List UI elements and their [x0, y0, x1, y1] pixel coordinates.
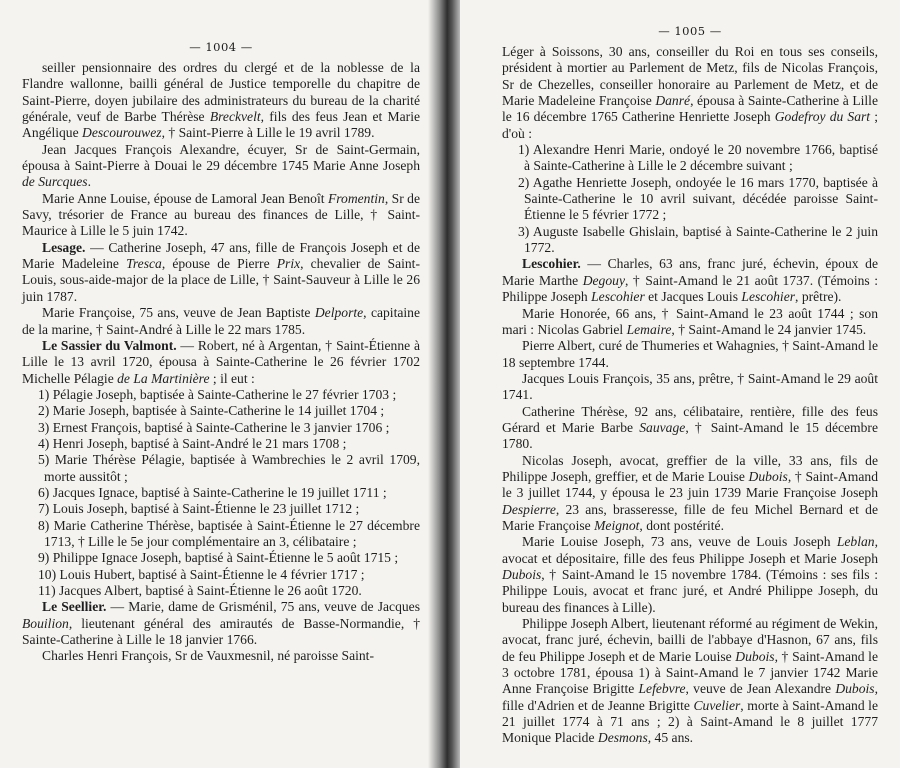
text-run: Marie Anne Louise, épouse de Lamoral Jean Benoît [42, 190, 328, 206]
list-item [502, 224, 878, 257]
italic-name: Dubois [735, 648, 775, 664]
entry-paragraph [502, 44, 878, 142]
text-run: Marie Louise Joseph, 73 ans, veuve de Louis Joseph [522, 534, 837, 550]
family-name: Lescohier. [522, 256, 581, 272]
text-run: Pierre Albert, curé de Thumeries et Wahagnies, † Saint-Amand le 18 septembre 1744. [502, 338, 878, 370]
list-item [22, 420, 420, 436]
text-run: , † Saint-Amand le 3 juillet 1744, y épousa le 23 juin 1739 Marie Françoise Joseph [502, 468, 878, 501]
list-item [22, 518, 420, 551]
text-run: ; il eut : [209, 370, 255, 386]
entry-paragraph [22, 142, 420, 191]
entry-paragraph [502, 534, 878, 616]
text-run: , chevalier de Saint-Louis, sous-aide-major de la place de Lille, † Saint-Sauveur à Lille le 26 juin 1787. [22, 256, 420, 304]
text-run: — Marie, dame de Grisménil, 75 ans, veuve de Jacques [106, 599, 420, 615]
italic-name: Lescohier [591, 289, 645, 305]
family-name: Le Sassier du Valmont. [42, 337, 177, 353]
italic-name: Dubois [835, 681, 875, 697]
italic-name: Dubois [502, 567, 542, 582]
list-item [22, 567, 420, 583]
italic-name: Tresca [126, 256, 162, 272]
text-run: , † Saint-Amand le 21 août 1737. (Témoins : Philippe Joseph [502, 272, 878, 305]
text-run: Catherine Thérèse, 92 ans, célibataire, rentière, fille des feus Gérard et Marie Barbe [502, 403, 878, 435]
list-item [502, 175, 878, 224]
text-run: — Charles, 63 ans, franc juré, échevin, époux de Marie Marthe [502, 256, 878, 288]
text-run: , 45 ans. [647, 730, 694, 746]
text-run: 3) Ernest François, baptisé à Sainte-Catherine le 3 janvier 1706 ; [38, 419, 390, 435]
entry-paragraph [502, 616, 878, 747]
italic-name: Sauvage [639, 419, 686, 435]
text-run: , veuve de Jean Alexandre [685, 681, 836, 697]
italic-name: Leblan [836, 534, 875, 550]
italic-name: Despierre [502, 501, 556, 517]
entry-paragraph [22, 338, 420, 387]
text-run: Jean Jacques François Alexandre, écuyer, Sr de Saint-Germain, épousa à Saint-Pierre à Douai le 29 décembre 1745 Marie Anne Joseph [22, 141, 420, 174]
entry-paragraph [22, 191, 420, 240]
text-run: 5) Marie Thérèse Pélagie, baptisée à Wambrechies le 2 avril 1709, morte aussitôt ; [38, 452, 420, 484]
page-number: — 1004 — [189, 40, 253, 54]
text-run: 1) Alexandre Henri Marie, ondoyé le 20 novembre 1766, baptisé à Sainte-Catherine à Lille le 2 décembre suivant ; [518, 142, 878, 174]
entry-paragraph [22, 305, 420, 338]
text-run: , dont postérité. [639, 517, 724, 533]
list-item [22, 436, 420, 452]
text-run: , prêtre). [795, 289, 842, 305]
entry-paragraph [502, 371, 878, 404]
entry-paragraph [502, 338, 878, 371]
text-run: , épousa à Sainte-Catherine à Lille le 16 décembre 1765 Catherine Henriette Joseph [502, 93, 878, 125]
text-run: , épouse de Pierre [161, 256, 277, 272]
text-run: — Robert, né à Argentan, † Saint-Étienne à Lille le 13 avril 1720, épousa à Sainte-Catherine le 26 février 1702 Michelle Pélagie [22, 337, 420, 386]
text-run: 9) Philippe Ignace Joseph, baptisé à Saint-Étienne le 5 août 1715 ; [38, 550, 399, 566]
text-run: , fils des feus Jean et Marie Angélique [22, 109, 421, 141]
italic-name: Breckvelt [209, 109, 261, 125]
list-item [22, 485, 420, 501]
text-run: 2) Agathe Henriette Joseph, ondoyée le 16 mars 1770, baptisée à Sainte-Catherine le 10 avril suivant, décédée paroisse Saint-Étienne le 5 février 1772 ; [518, 174, 878, 223]
italic-name: Delporte [314, 305, 364, 321]
italic-name: de La Martinière [117, 370, 210, 386]
text-run: , 23 ans, brasseresse, fille de feu Michel Bernard et de Marie Françoise [502, 501, 878, 533]
list-item [22, 452, 420, 485]
italic-name: Lemaire [626, 321, 672, 337]
text-run: , † Saint-Amand le 15 novembre 1784. (Témoins : ses fils : Philippe Louis, avocat et franc juré, et André Philippe Joseph, du bureau des finances à Lille). [502, 567, 878, 615]
text-run: 10) Louis Hubert, baptisé à Saint-Étienne le 4 février 1717 ; [38, 566, 365, 582]
family-name: Lesage. [42, 239, 86, 255]
text-run: , capitaine de la marine, † Saint-André à Lille le 22 mars 1785. [22, 305, 421, 337]
text-run: Marie Françoise, 75 ans, veuve de Jean Baptiste [42, 305, 315, 321]
text-run: seiller pensionnaire des ordres du clergé et de la noblesse de la Flandre wallonne, bailli général de Justice temporelle du chapitre de Saint-Pierre, doyen jubilaire des administrateurs du bureau de la charité générale, veuf de Barbe Thérèse [22, 60, 420, 125]
text-run: 2) Marie Joseph, baptisée à Sainte-Catherine le 14 juillet 1704 ; [38, 403, 385, 419]
italic-name: Lescohier [741, 289, 796, 305]
italic-name: Meignot [594, 517, 640, 533]
page-left [0, 0, 436, 768]
text-run: , avocat et dépositaire, fille des feus Philippe Joseph et Marie Joseph [502, 534, 878, 566]
text-run: , morte à Saint-Amand le 21 juillet 1774 à 71 ans ; 2) à Saint-Amand le 8 juillet 1777 Monique Placide [502, 697, 878, 746]
italic-name: Desmons [597, 730, 648, 746]
list-item [22, 403, 420, 419]
text-run: et Jacques Louis [644, 289, 742, 305]
text-run: , † Saint-Pierre à Lille le 19 avril 1789. [161, 125, 375, 141]
text-run: 6) Jacques Ignace, baptisé à Sainte-Catherine le 19 juillet 1711 ; [38, 484, 387, 500]
list-item [22, 387, 420, 403]
text-run: Jacques Louis François, 35 ans, prêtre, † Saint-Amand le 29 août 1741. [502, 370, 878, 403]
italic-name: Godefroy du Sart [774, 109, 871, 125]
list-item [22, 583, 420, 599]
italic-name: Danré [655, 93, 691, 109]
italic-name: Cuvelier [693, 697, 741, 713]
entry-paragraph [502, 453, 878, 535]
text-run: 8) Marie Catherine Thérèse, baptisée à Saint-Étienne le 27 décembre 1713, † Lille le 5e jour complémentaire an 3, célibataire ; [38, 517, 420, 549]
text-run: Philippe Joseph Albert, lieutenant réformé au régiment de Wekin, avocat, franc juré, échevin, bailli de l'abbaye d'Hasnon, 67 ans, fils de feu Philippe Joseph et de Marie Louise [502, 616, 878, 664]
list-item [22, 550, 420, 566]
page-right [460, 0, 900, 768]
italic-name: Lefebvre [638, 681, 686, 697]
text-run: , † Saint-Amand le 3 octobre 1781, épousa 1) à Saint-Amand le 7 janvier 1742 Marie Anne Françoise Brigitte [502, 648, 878, 697]
italic-name: Prix [276, 256, 301, 272]
italic-name: Bouilion [22, 615, 69, 631]
text-run: . [87, 174, 91, 190]
text-run: Léger à Soissons, 30 ans, conseiller du Roi en tous ses conseils, président à mortier au Parlement de Metz, fils de Nicolas François, Sr de Chezelles, conseiller honoraire au Parlement de Metz, et de Marie Madeleine Françoise [502, 44, 878, 109]
text-run: 3) Auguste Isabelle Ghislain, baptisé à Sainte-Catherine le 2 juin 1772. [518, 223, 878, 256]
italic-name: Dubois [748, 468, 788, 484]
entry-paragraph [22, 60, 420, 142]
entry-paragraph [22, 599, 420, 648]
text-run: , lieutenant général des amirautés de Basse-Normandie, † Sainte-Catherine à Lille le 18 janvier 1766. [22, 615, 420, 648]
text-run: — Catherine Joseph, 47 ans, fille de François Joseph et de Marie Madeleine [22, 239, 420, 272]
text-run: Charles Henri François, Sr de Vauxmesnil, né paroisse Saint- [42, 648, 374, 664]
entry-paragraph [502, 404, 878, 453]
italic-name: de Surcques [22, 174, 88, 190]
entry-paragraph [502, 256, 878, 305]
entry-paragraph [22, 648, 420, 664]
text-run: 7) Louis Joseph, baptisé à Saint-Étienne le 23 juillet 1712 ; [38, 501, 360, 517]
text-run: Nicolas Joseph, avocat, greffier de la ville, 33 ans, fils de Philippe Joseph, greffier, et de Marie Louise [502, 452, 878, 484]
text-run: , † Saint-Amand le 15 décembre 1780. [502, 419, 878, 452]
text-run: , † Saint-Amand le 24 janvier 1745. [671, 321, 867, 337]
family-name: Le Seellier. [42, 599, 107, 615]
text-run: , fille d'Adrien et de Jeanne Brigitte [502, 681, 878, 713]
text-run: , Sr de Savy, trésorier de France au bureau des finances de Lille, † Saint-Maurice à Lille le 5 juin 1742. [22, 190, 420, 239]
list-item [502, 142, 878, 175]
text-run: 4) Henri Joseph, baptisé à Saint-André le 21 mars 1708 ; [38, 435, 347, 451]
entry-paragraph [22, 240, 420, 305]
page-number: — 1005 — [658, 24, 722, 38]
page-text [22, 60, 420, 665]
list-item [22, 501, 420, 517]
italic-name: Degouy [582, 272, 625, 288]
text-run: ; d'où : [502, 109, 878, 141]
text-run: Marie Honorée, 66 ans, † Saint-Amand le 23 août 1744 ; son mari : Nicolas Gabriel [502, 305, 878, 337]
entry-paragraph [502, 306, 878, 339]
italic-name: Fromentin [327, 190, 385, 206]
text-run: 1) Pélagie Joseph, baptisée à Sainte-Catherine le 27 février 1703 ; [38, 386, 397, 402]
text-run: 11) Jacques Albert, baptisé à Saint-Étienne le 26 août 1720. [38, 583, 362, 598]
page-text [502, 44, 878, 747]
italic-name: Descourouwez [82, 125, 162, 141]
